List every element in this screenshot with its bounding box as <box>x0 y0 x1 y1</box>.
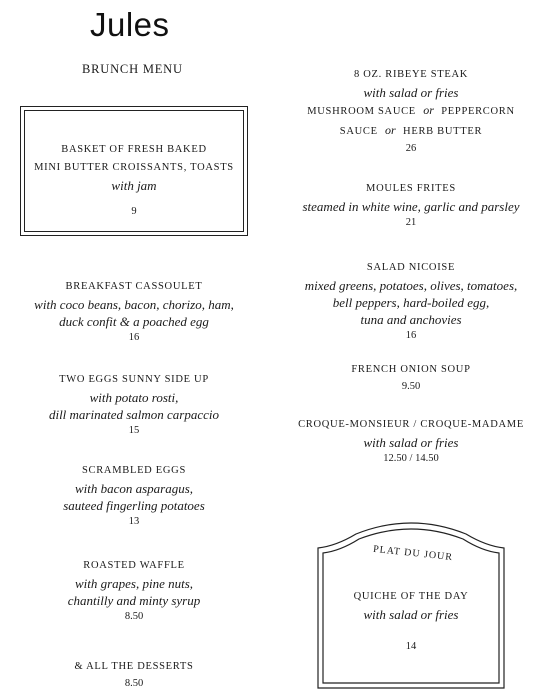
sauce-line <box>284 101 538 121</box>
or-word: or <box>385 123 396 137</box>
featured-price: 9 <box>131 206 137 217</box>
restaurant-logo: Jules <box>90 6 170 43</box>
item-price: 8.50 <box>124 611 144 622</box>
menu-item <box>284 416 538 467</box>
item-price: 8.50 <box>124 678 144 689</box>
featured-title-line: BASKET OF FRESH BAKED <box>61 144 207 155</box>
item-desc: with coco beans, bacon, chorizo, ham, <box>34 297 234 312</box>
item-desc: dill marinated salmon carpaccio <box>48 407 220 422</box>
item-price: 14 <box>405 641 417 652</box>
featured-item-box <box>20 106 248 236</box>
item-price: 21 <box>405 217 417 228</box>
menu-item <box>284 180 538 231</box>
item-price: 15 <box>128 425 140 436</box>
sauce-option: PEPPERCORN <box>441 106 515 117</box>
item-desc: steamed in white wine, garlic and parsley <box>302 199 520 214</box>
item-desc: with bacon asparagus, <box>74 481 194 496</box>
sauce-option: MUSHROOM SAUCE <box>307 106 416 117</box>
item-price: 16 <box>405 330 417 341</box>
menu-item <box>12 371 256 439</box>
item-price: 13 <box>128 516 140 527</box>
menu-item <box>12 278 256 346</box>
plat-du-jour-title: PLAT DU JOUR <box>372 543 454 564</box>
menu-title: BRUNCH MENU <box>82 62 183 76</box>
item-name: QUICHE OF THE DAY <box>353 591 469 602</box>
item-price: 9.50 <box>401 381 421 392</box>
item-desc: with salad or fries <box>363 607 459 622</box>
item-name: SCRAMBLED EGGS <box>81 465 187 476</box>
item-price: 16 <box>128 332 140 343</box>
item-name: & ALL THE DESSERTS <box>74 661 194 672</box>
item-desc: mixed greens, potatoes, olives, tomatoes, <box>304 278 518 293</box>
item-desc: chantilly and minty syrup <box>67 593 201 608</box>
item-name: MOULES FRITES <box>366 183 456 194</box>
menu-item <box>12 557 256 625</box>
item-name: CROQUE-MONSIEUR / CROQUE-MADAME <box>298 419 524 430</box>
menu-item-steak <box>284 66 538 157</box>
item-desc: with potato rosti, <box>89 390 179 405</box>
item-name: BREAKFAST CASSOULET <box>65 281 203 292</box>
item-desc: sauteed fingerling potatoes <box>63 498 205 513</box>
item-name: ROASTED WAFFLE <box>83 560 185 571</box>
item-price: 26 <box>405 143 417 154</box>
item-desc: with salad or fries <box>363 85 459 100</box>
sauce-line <box>284 121 538 141</box>
item-name: TWO EGGS SUNNY SIDE UP <box>59 374 209 385</box>
menu-item <box>12 658 256 692</box>
item-desc: with salad or fries <box>363 435 459 450</box>
item-desc: with grapes, pine nuts, <box>74 576 194 591</box>
plat-du-jour-item <box>322 588 500 655</box>
menu-item <box>284 259 538 344</box>
sauce-option: HERB BUTTER <box>403 126 483 137</box>
item-desc: duck confit & a poached egg <box>59 314 209 329</box>
item-name: 8 OZ. RIBEYE STEAK <box>353 69 469 80</box>
item-desc: bell peppers, hard-boiled egg, <box>332 295 490 310</box>
item-name: SALAD NICOISE <box>366 262 456 273</box>
menu-item <box>12 462 256 530</box>
or-word: or <box>423 103 434 117</box>
sauce-option: SAUCE <box>339 126 378 137</box>
item-name: FRENCH ONION SOUP <box>351 364 471 375</box>
item-desc: tuna and anchovies <box>360 312 462 327</box>
item-price: 12.50 / 14.50 <box>383 453 439 464</box>
featured-title-line: MINI BUTTER CROISSANTS, TOASTS <box>34 162 234 173</box>
featured-desc: with jam <box>111 178 157 193</box>
menu-item <box>284 361 538 395</box>
